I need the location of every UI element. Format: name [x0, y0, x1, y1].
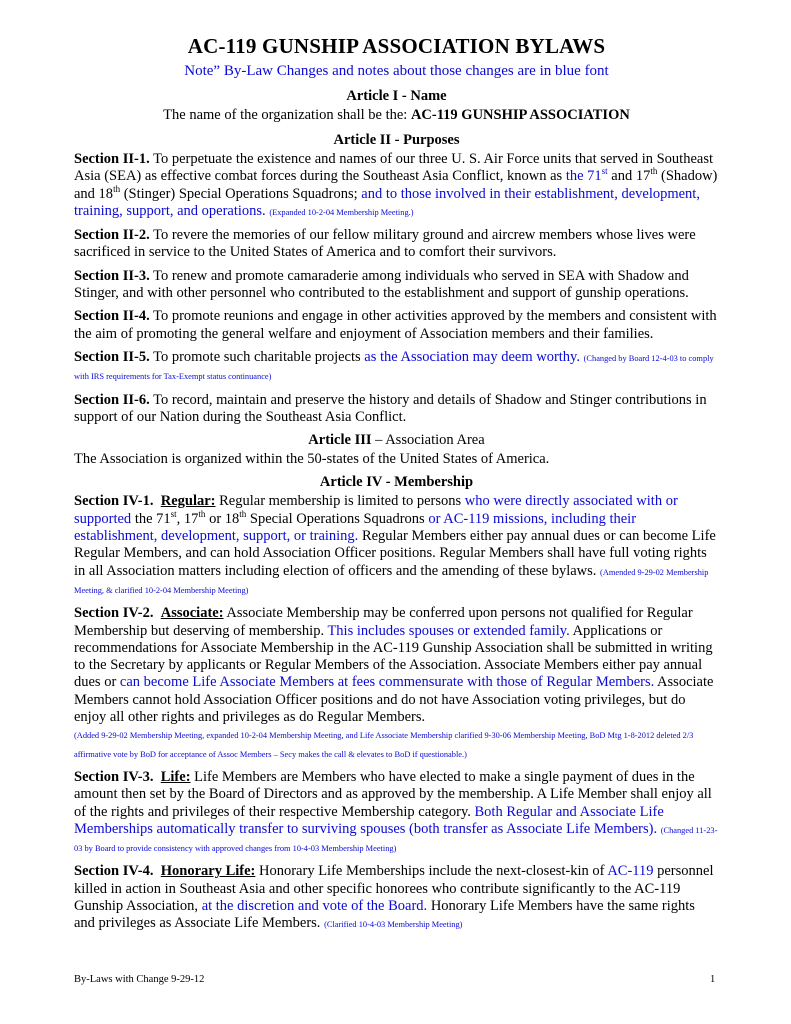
section-ii-5	[74, 349, 719, 386]
change-text: and to those involved in their establishment, development, training, support, and operations.	[74, 185, 700, 219]
section-text: (Stinger) Special Operations Squadrons;	[120, 185, 362, 202]
change-annotation: (Clarified 10-4-03 Membership Meeting)	[324, 920, 463, 930]
section-subtitle: Associate:	[160, 605, 224, 622]
section-text: or 18	[205, 510, 240, 527]
change-text: can become Life Associate Members at fees commensurate with those of Regular Members.	[119, 674, 655, 691]
change-text: who were directly associated with or supported	[74, 493, 678, 527]
section-subtitle: Life:	[160, 768, 191, 785]
change-text: or AC-119 missions, including their establishment, development, support, or training.	[74, 510, 637, 545]
section-ii-2	[74, 227, 719, 262]
change-text: at the discretion and vote of the Board.	[201, 897, 428, 914]
section-ii-4	[74, 308, 719, 343]
section-iv-2	[74, 605, 719, 763]
section-label: Section II-3.	[74, 267, 150, 284]
section-text: and 17	[607, 168, 651, 185]
article-3-heading-b: – Association Area	[371, 432, 485, 449]
section-text: Special Operations Squadrons	[246, 510, 429, 527]
change-annotation: (Expanded 10-2-04 Membership Meeting.)	[269, 207, 414, 217]
section-iv-4	[74, 863, 719, 933]
org-name: AC-119 GUNSHIP ASSOCIATION	[410, 107, 630, 123]
article-1-heading: Article I - Name	[346, 88, 447, 104]
section-subtitle: Honorary Life:	[160, 863, 256, 880]
article-2-heading: Article II - Purposes	[333, 132, 460, 148]
change-annotation: (Amended 9-29-02 Membership Meeting, & clarified 10-2-04 Membership Meeting)	[74, 567, 709, 595]
superscript: st	[170, 508, 177, 519]
section-ii-1	[74, 151, 719, 221]
section-label: Section II-2.	[74, 227, 150, 244]
change-annotation: (Changed 11-23-03 by Board to provide consistency with approved changes from 10-4-03 Membership Meeting)	[74, 825, 718, 854]
article-1-sentence: The name of the organization shall be the:	[163, 107, 411, 123]
section-text: Regular Members either pay annual dues or can become Life Regular Members, and can hold Association Officer positions. Regular Members shall have full voting rights in all Association matters including election of officers and the amending of these bylaws.	[74, 528, 716, 579]
section-label: Section II-6.	[74, 391, 150, 408]
section-label: Section IV-3.	[74, 768, 154, 785]
superscript: th	[650, 166, 658, 177]
bylaws-page	[74, 34, 719, 940]
change-text: This includes spouses or extended family.	[327, 622, 570, 639]
superscript: th	[239, 508, 247, 519]
section-label: Section IV-2.	[74, 605, 154, 622]
article-3-text: The Association is organized within the 50-states of the United States of America.	[74, 451, 550, 468]
section-text: Life Members are Members who have elected to make a single payment of dues in the amount then set by the Board of Directors and as approved by the membership. A Life Member shall enjoy all of the rights and privileges of their respective Membership category.	[74, 768, 712, 820]
section-text: To promote such charitable projects	[149, 348, 365, 365]
section-iv-3	[74, 769, 719, 857]
section-text: To promote reunions and engage in other activities approved by the members and consistent with the aim of promoting the general welfare and enjoyment of Association members and their families.	[74, 308, 717, 342]
article-3-heading-a: Article III	[308, 432, 372, 449]
section-text: To renew and promote camaraderie among individuals who served in SEA with Shadow and Stinger, and with other personnel who contributed to the establishment and support of gunship operations.	[74, 267, 689, 302]
section-text: Regular membership is limited to persons	[215, 493, 465, 510]
article-4-heading: Article IV - Membership	[319, 474, 474, 491]
change-note: Note” By-Law Changes and notes about those changes are in blue font	[184, 63, 609, 79]
section-ii-6	[74, 392, 719, 427]
document-title: AC-119 GUNSHIP ASSOCIATION BYLAWS	[187, 34, 606, 58]
section-ii-3	[74, 268, 719, 303]
section-label: Section IV-1.	[74, 493, 154, 510]
change-annotation: (Added 9-29-02 Membership Meeting, expanded 10-2-04 Membership Meeting, and Life Associate Membership clarified 9-30-06 Membership Meeting, BoD Mtg 1-8-2012 deleted 2/3 affirmative vote by BoD for acceptance of Assoc Members – Secy makes the call & elevates to BoD if questionable.)	[74, 731, 694, 759]
section-label: Section II-5.	[74, 348, 150, 365]
section-subtitle: Regular:	[160, 493, 216, 510]
section-iv-1	[74, 493, 719, 599]
section-text: Associate Members cannot hold Association Officer positions and do not have Association voting privileges, but do enjoy all other rights and privileges as do Regular Members.	[74, 674, 714, 726]
page-number: 1	[710, 974, 716, 985]
section-label: Section II-1.	[74, 151, 150, 167]
footer-label: By-Laws with Change 9-29-12	[74, 974, 205, 985]
article-1-text	[74, 107, 719, 124]
section-text: Associate Membership may be conferred upon persons not qualified for Regular Membership but deserving of membership.	[74, 605, 693, 639]
section-text: To perpetuate the existence and names of our three U. S. Air Force units that served in Southeast Asia (SEA) as effective combat forces during the Southeast Asia Conflict, known as	[74, 151, 713, 185]
section-text: Honorary Life Memberships include the next-closest-kin of	[255, 863, 608, 880]
section-text: personnel killed in action in Southeast Asia and other specific honorees who contribute significantly to the AC-119 Gunship Association,	[74, 863, 714, 914]
change-text: Both Regular and Associate Life Memberships automatically transfer to surviving spouses (both transfer as Associate Life Members).	[74, 803, 664, 837]
change-annotation: (Changed by Board 12-4-03 to comply with IRS requirements for Tax-Exempt status continuance)	[74, 353, 714, 382]
article-3-heading	[74, 432, 719, 449]
superscript: th	[198, 508, 206, 519]
section-text: the 71	[131, 510, 171, 527]
section-text: (Shadow) and 18	[74, 168, 718, 202]
section-label: Section IV-4.	[74, 863, 154, 880]
section-text: To revere the memories of our fellow military ground and aircrew members whose lives were sacrificed in service to the United States of America and to comfort their survivors.	[74, 227, 696, 261]
section-label: Section II-4.	[74, 308, 150, 325]
superscript: th	[113, 183, 121, 194]
superscript: st	[601, 166, 608, 177]
section-text: To record, maintain and preserve the history and details of Shadow and Stinger contributions in support of our Nation during the Southeast Asia Conflict.	[74, 391, 707, 425]
change-text: the 71	[565, 168, 602, 185]
section-text: Applications or recommendations for Associate Membership in the AC-119 Gunship Association shall be submitted in writing to the Secretary by applicants or Regular Members of the Association. Associate Members either pay annual dues or	[74, 622, 713, 691]
section-text: Honorary Life Members have the same rights and privileges as Associate Life Members.	[74, 897, 695, 932]
change-text: as the Association may deem worthy.	[364, 348, 580, 365]
section-text: , 17	[176, 510, 199, 527]
change-text: AC-119	[607, 863, 654, 880]
